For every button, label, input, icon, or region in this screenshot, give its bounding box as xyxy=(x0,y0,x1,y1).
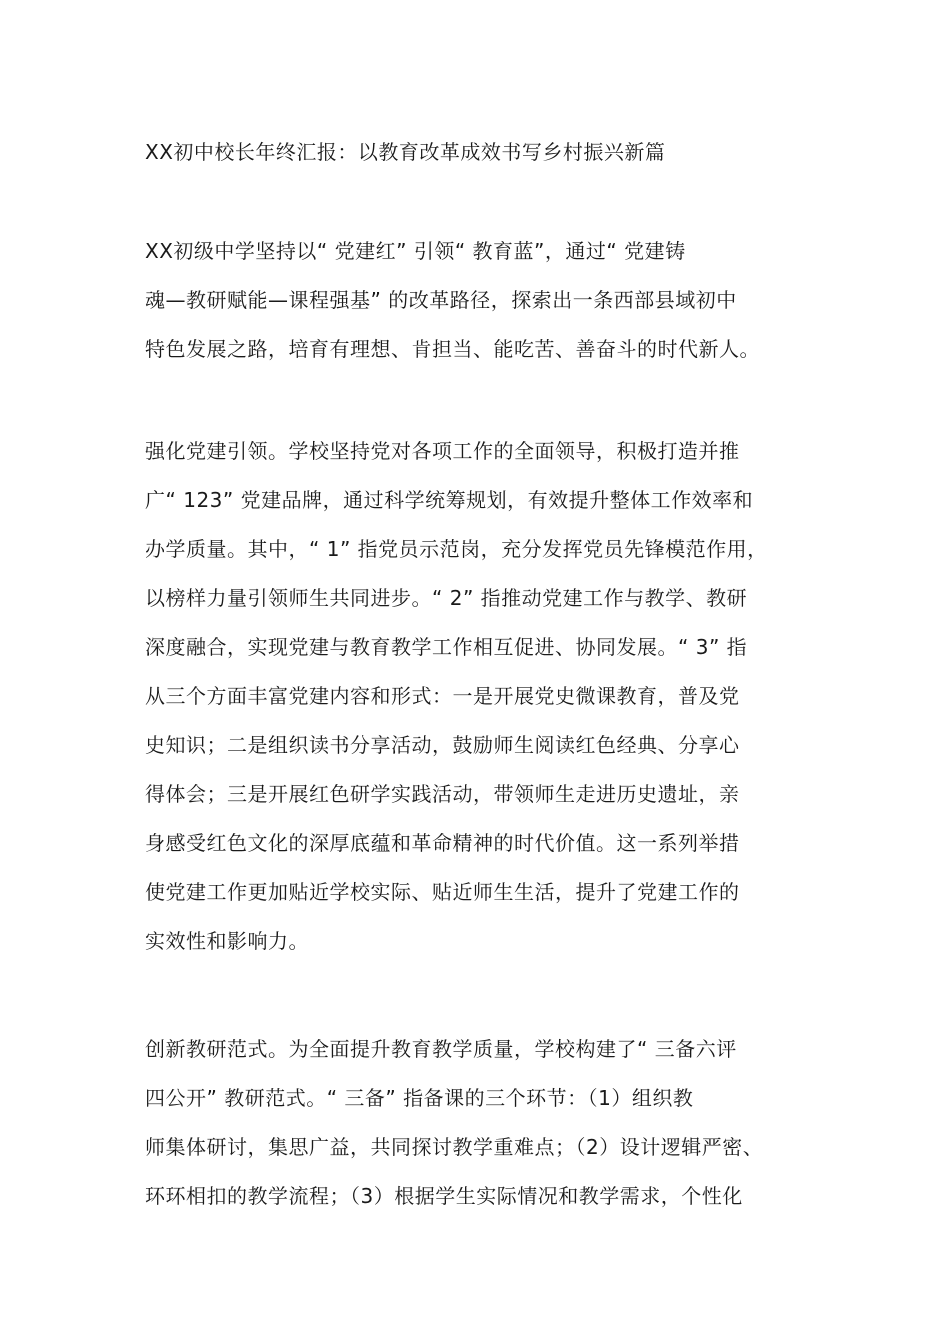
paragraph-line: 特色发展之路，培育有理想、肯担当、能吃苦、善奋斗的时代新人。 xyxy=(145,337,760,361)
paragraph-line: 办学质量。其中，“ 1” 指党员示范岗，充分发挥党员先锋模范作用， xyxy=(145,537,768,561)
paragraph-intro xyxy=(145,227,835,374)
paragraph-line: 使党建工作更加贴近学校实际、贴近师生生活，提升了党建工作的 xyxy=(145,880,740,904)
paragraph-line: 以榜样力量引领师生共同进步。“ 2” 指推动党建工作与教学、教研 xyxy=(145,586,748,610)
paragraph-line: 四公开” 教研范式。“ 三备” 指备课的三个环节：（1）组织教 xyxy=(145,1086,694,1110)
paragraph-line: 广“ 123” 党建品牌，通过科学统筹规划，有效提升整体工作效率和 xyxy=(145,488,754,512)
document-title: XX初中校长年终汇报：以教育改革成效书写乡村振兴新篇 xyxy=(145,140,666,164)
paragraph-line: 身感受红色文化的深厚底蕴和革命精神的时代价值。这一系列举措 xyxy=(145,831,740,855)
paragraph-line: 史知识；二是组织读书分享活动，鼓励师生阅读红色经典、分享心 xyxy=(145,733,740,757)
paragraph-line: 得体会；三是开展红色研学实践活动，带领师生走进历史遗址，亲 xyxy=(145,782,740,806)
paragraph-line: 创新教研范式。为全面提升教育教学质量，学校构建了“ 三备六评 xyxy=(145,1037,737,1061)
paragraph-line: 从三个方面丰富党建内容和形式：一是开展党史微课教育，普及党 xyxy=(145,684,740,708)
paragraph-teaching-research xyxy=(145,1025,835,1221)
paragraph-line: 环环相扣的教学流程；（3）根据学生实际情况和教学需求，个性化 xyxy=(145,1184,743,1208)
paragraph-party-building xyxy=(145,427,835,966)
paragraph-line: 深度融合，实现党建与教育教学工作相互促进、协同发展。“ 3” 指 xyxy=(145,635,748,659)
paragraph-line: 实效性和影响力。 xyxy=(145,929,309,953)
paragraph-line: 师集体研讨，集思广益，共同探讨教学重难点；（2）设计逻辑严密、 xyxy=(145,1135,764,1159)
paragraph-line: 魂—教研赋能—课程强基” 的改革路径，探索出一条西部县域初中 xyxy=(145,288,737,312)
paragraph-line: 强化党建引领。学校坚持党对各项工作的全面领导，积极打造并推 xyxy=(145,439,740,463)
paragraph-line: XX初级中学坚持以“ 党建红” 引领“ 教育蓝”，通过“ 党建铸 xyxy=(145,239,686,263)
